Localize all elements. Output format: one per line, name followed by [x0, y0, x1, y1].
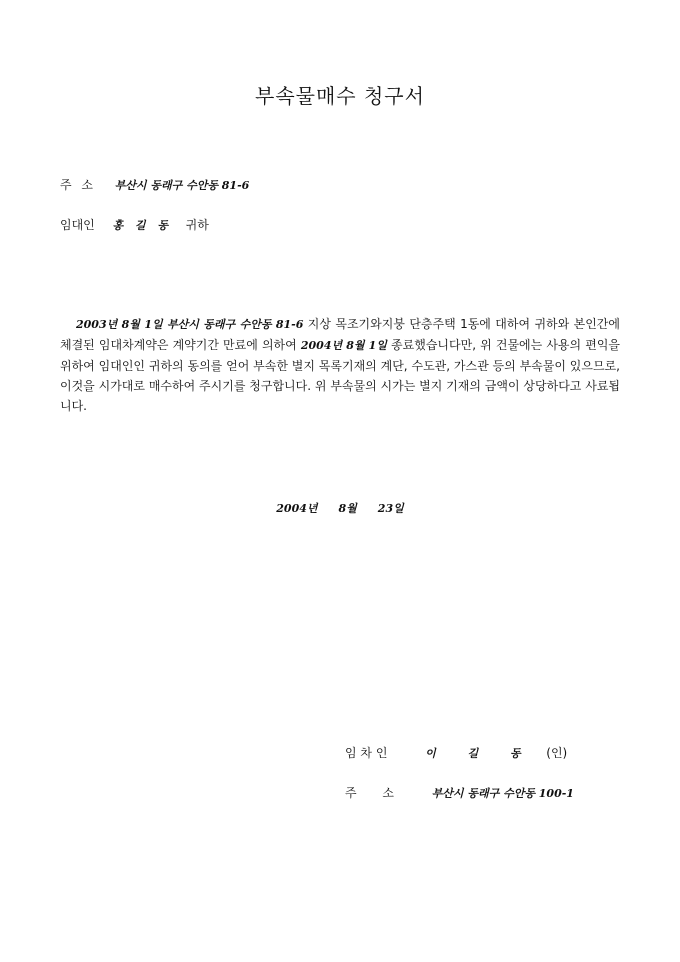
landlord-label: 임대인 [60, 218, 95, 232]
date-year: 2004년 [276, 502, 318, 515]
date-month: 8월 [338, 502, 357, 515]
lease-start-and-property: 2003년 8월 1일 부산시 동래구 수안동 81-6 [76, 318, 304, 331]
tenant-address-label: 주 소 [345, 786, 394, 800]
tenant-name-row [345, 744, 567, 761]
address-label: 주 소 [60, 178, 93, 192]
document-title: 부속물매수 청구서 [255, 84, 425, 108]
tenant-name: 이 길 동 [425, 747, 521, 760]
body-text-1: 지상 목조기와지붕 단층주택 1동에 대하여 귀하와 본인간에 체결된 임대차계약은 계약기간 만료에 의하여 [60, 317, 620, 352]
seal-mark: (인) [546, 746, 568, 760]
lease-end-date: 2004년 8월 1일 [300, 339, 387, 352]
recipient-name-row [60, 216, 209, 233]
date-day: 23일 [377, 502, 404, 515]
tenant-label: 임 차 인 [345, 746, 388, 760]
honorific: 귀하 [185, 218, 209, 232]
request-body [60, 314, 620, 416]
landlord-name: 홍 길 동 [112, 219, 168, 232]
tenant-address-row [345, 784, 574, 801]
document-date [0, 500, 680, 516]
recipient-address-value: 부산시 동래구 수안동 81-6 [114, 179, 250, 192]
recipient-address-row [60, 176, 249, 193]
body-text-2: 종료했습니다만, 위 건물에는 사용의 편익을 위하여 임대인인 귀하의 동의를 얻어 부속한 별지 목록기재의 계단, 수도관, 가스관 등의 부속물이 있으므로, 이것을 시가대로 매수하여 주시기를 청구합니다. 위 부속물의 시가는 별지 기재의 금액이 상당하다고 사료됩니다. [60, 338, 621, 413]
tenant-address-value: 부산시 동래구 수안동 100-1 [431, 787, 574, 800]
